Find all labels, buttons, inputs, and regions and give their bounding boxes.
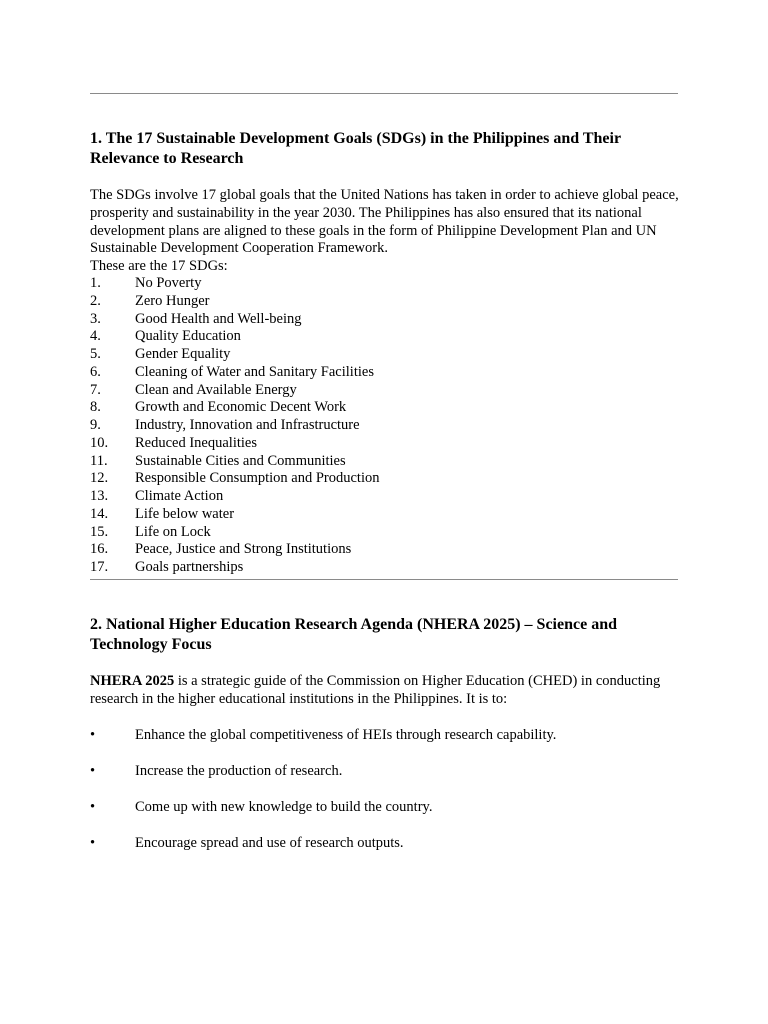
section-2-heading: 2. National Higher Education Research Agenda (NHERA 2025) – Science and Technology Focus	[90, 616, 617, 653]
top-divider	[90, 93, 678, 94]
sdg-title: Good Health and Well-being	[135, 310, 302, 327]
sdg-title: Life below water	[135, 505, 235, 522]
sdg-title: No Poverty	[135, 275, 202, 291]
sdg-title: Growth and Economic Decent Work	[135, 399, 347, 416]
nhera-bold-term: NHERA 2025	[90, 673, 175, 689]
sdg-list-item	[90, 328, 680, 346]
sdg-title: Responsible Consumption and Production	[135, 470, 380, 487]
sdg-number: 10.	[90, 434, 109, 451]
bullet-item	[90, 835, 680, 853]
sdg-number: 7.	[90, 381, 101, 398]
sdg-list-item	[90, 470, 680, 488]
sdg-number: 8.	[90, 399, 101, 416]
sdg-number: 11.	[90, 452, 108, 469]
nhera-intro-text: is a strategic guide of the Commission on Higher Education (CHED) in conducting research in the higher educational institutions in the Philippines. It is to:	[90, 673, 661, 707]
sdg-list-item	[90, 541, 680, 559]
bullet-item	[90, 727, 680, 745]
sdg-title: Gender Equality	[135, 346, 231, 362]
sdg-number: 12.	[90, 470, 109, 487]
sdg-list-item	[90, 488, 680, 506]
sdg-number: 5.	[90, 346, 101, 362]
sdg-title: Climate Action	[135, 488, 224, 504]
sdg-list-item	[90, 346, 680, 364]
sdg-title: Cleaning of Water and Sanitary Facilities	[135, 363, 374, 380]
sdg-number: 4.	[90, 328, 101, 345]
sdg-number: 16.	[90, 541, 109, 558]
bullet-text: Encourage spread and use of research outputs.	[135, 835, 404, 851]
sdg-list-item	[90, 382, 680, 400]
sdg-title: Life on Lock	[135, 523, 211, 540]
bullet-marker: •	[90, 727, 96, 743]
nhera-intro-paragraph	[90, 673, 680, 709]
sdg-number: 9.	[90, 417, 101, 433]
sdg-list-item	[90, 453, 680, 471]
sdg-title: Reduced Inequalities	[135, 434, 257, 451]
sdg-title: Sustainable Cities and Communities	[135, 452, 346, 469]
sdg-list-item	[90, 399, 680, 417]
section-divider	[90, 579, 678, 580]
sdg-list-lead: These are the 17 SDGs:	[90, 258, 228, 274]
sdg-list-item	[90, 559, 680, 577]
sdg-number: 17.	[90, 559, 109, 575]
sdg-list-item	[90, 364, 680, 382]
sdg-number: 14.	[90, 505, 109, 522]
sdg-number: 15.	[90, 523, 109, 540]
sdg-title: Quality Education	[135, 328, 241, 345]
bullet-marker: •	[90, 835, 96, 851]
sdg-list	[90, 275, 680, 577]
bullet-marker: •	[90, 763, 96, 779]
sdg-number: 6.	[90, 363, 101, 380]
sdg-title: Industry, Innovation and Infrastructure	[135, 417, 360, 433]
sdg-list-item	[90, 435, 680, 453]
bullet-text: Enhance the global competitiveness of HEIs through research capability.	[135, 727, 557, 743]
sdg-number: 3.	[90, 310, 101, 327]
sdg-title: Peace, Justice and Strong Institutions	[135, 541, 352, 558]
sdg-list-item	[90, 311, 680, 329]
sdg-intro-paragraph: The SDGs involve 17 global goals that the United Nations has taken in order to achieve global peace, prosperity and sustainability in the year 2030. The Philippines has also ensured that its national development plans are aligned to these goals in the form of Philippine Development Plan and UN Sustainable Development Cooperation Framework.	[90, 187, 679, 257]
sdg-list-item	[90, 275, 680, 293]
sdg-list-item	[90, 524, 680, 542]
bullet-item	[90, 799, 680, 817]
sdg-title: Goals partnerships	[135, 559, 244, 575]
sdg-title: Clean and Available Energy	[135, 381, 297, 398]
bullet-item	[90, 763, 680, 781]
sdg-number: 2.	[90, 292, 101, 309]
sdg-list-item	[90, 417, 680, 435]
sdg-title: Zero Hunger	[135, 292, 210, 309]
section-1-heading: 1. The 17 Sustainable Development Goals (SDGs) in the Philippines and Their Relevance to Research	[90, 130, 621, 167]
sdg-number: 13.	[90, 488, 109, 504]
bullet-marker: •	[90, 799, 96, 815]
sdg-list-item	[90, 293, 680, 311]
bullet-text: Increase the production of research.	[135, 763, 343, 779]
bullet-text: Come up with new knowledge to build the country.	[135, 799, 433, 815]
sdg-number: 1.	[90, 275, 101, 291]
sdg-list-item	[90, 506, 680, 524]
